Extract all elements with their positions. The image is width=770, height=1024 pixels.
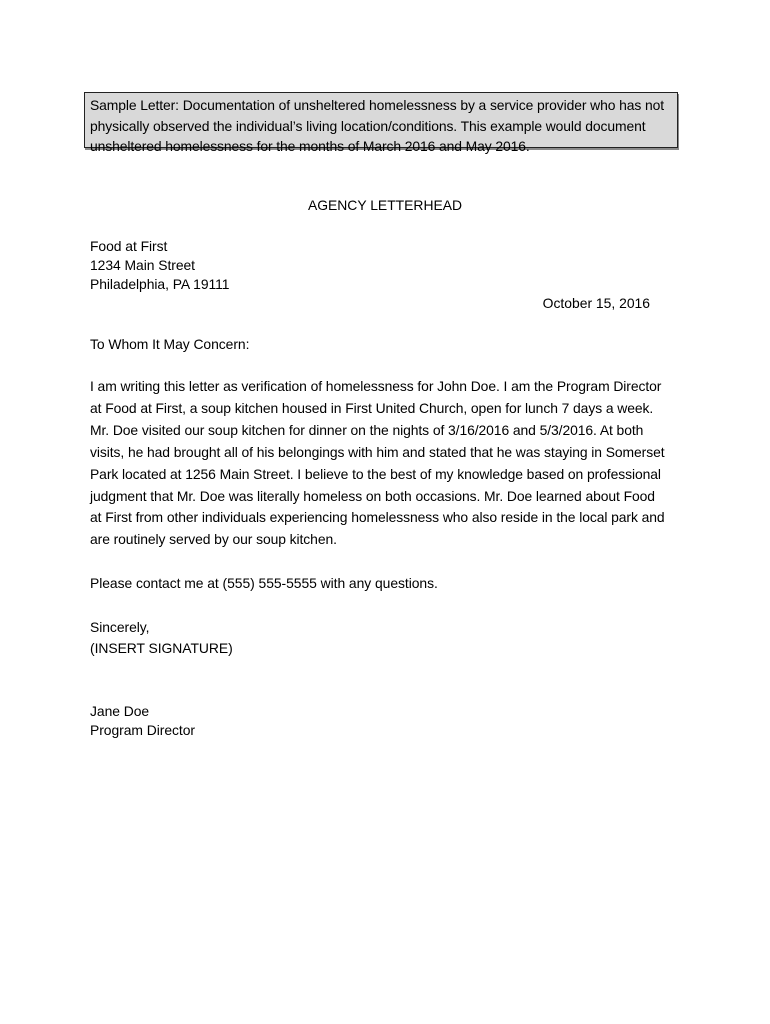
- body-line: at Food at First, a soup kitchen housed in First United Church, open for lunch 7 days a week.: [90, 399, 654, 416]
- signer-title: Program Director: [90, 722, 195, 738]
- sender-name: Food at First: [90, 238, 168, 254]
- sample-note-box: [84, 92, 678, 154]
- body-line: at First from other individuals experiencing homelessness who also reside in the local park and: [90, 509, 665, 526]
- letter-date: October 15, 2016: [542, 295, 650, 311]
- salutation: To Whom It May Concern:: [90, 336, 250, 352]
- sender-city: Philadelphia, PA 19111: [90, 276, 230, 292]
- agency-letterhead: AGENCY LETTERHEAD: [307, 197, 463, 213]
- closing: Sincerely,: [90, 619, 150, 635]
- sample-note-text: Sample Letter: Documentation of unsheltered homelessness by a service provider who has not physically observed the individual’s living location/conditions. This example would document unsheltered homelessness for the months of March 2016 and May 2016.: [90, 97, 664, 154]
- contact-line: Please contact me at (555) 555-5555 with any questions.: [90, 575, 438, 591]
- sender-street: 1234 Main Street: [90, 257, 195, 273]
- body-paragraph: [90, 376, 682, 551]
- signature-placeholder: (INSERT SIGNATURE): [90, 640, 233, 656]
- body-line: I am writing this letter as verification of homelessness for John Doe. I am the Program Director: [90, 378, 662, 394]
- signer-name: Jane Doe: [90, 703, 150, 719]
- body-line: visits, he had brought all of his belongings with him and stated that he was staying in Somerset: [90, 443, 665, 460]
- body-line: judgment that Mr. Doe was literally homeless on both occasions. Mr. Doe learned about Food: [90, 487, 655, 504]
- body-line: are routinely served by our soup kitchen.: [90, 531, 337, 548]
- body-line: Park located at 1256 Main Street. I believe to the best of my knowledge based on professional: [90, 465, 661, 482]
- body-line: Mr. Doe visited our soup kitchen for dinner on the nights of 3/16/2016 and 5/3/2016. At both: [90, 421, 644, 438]
